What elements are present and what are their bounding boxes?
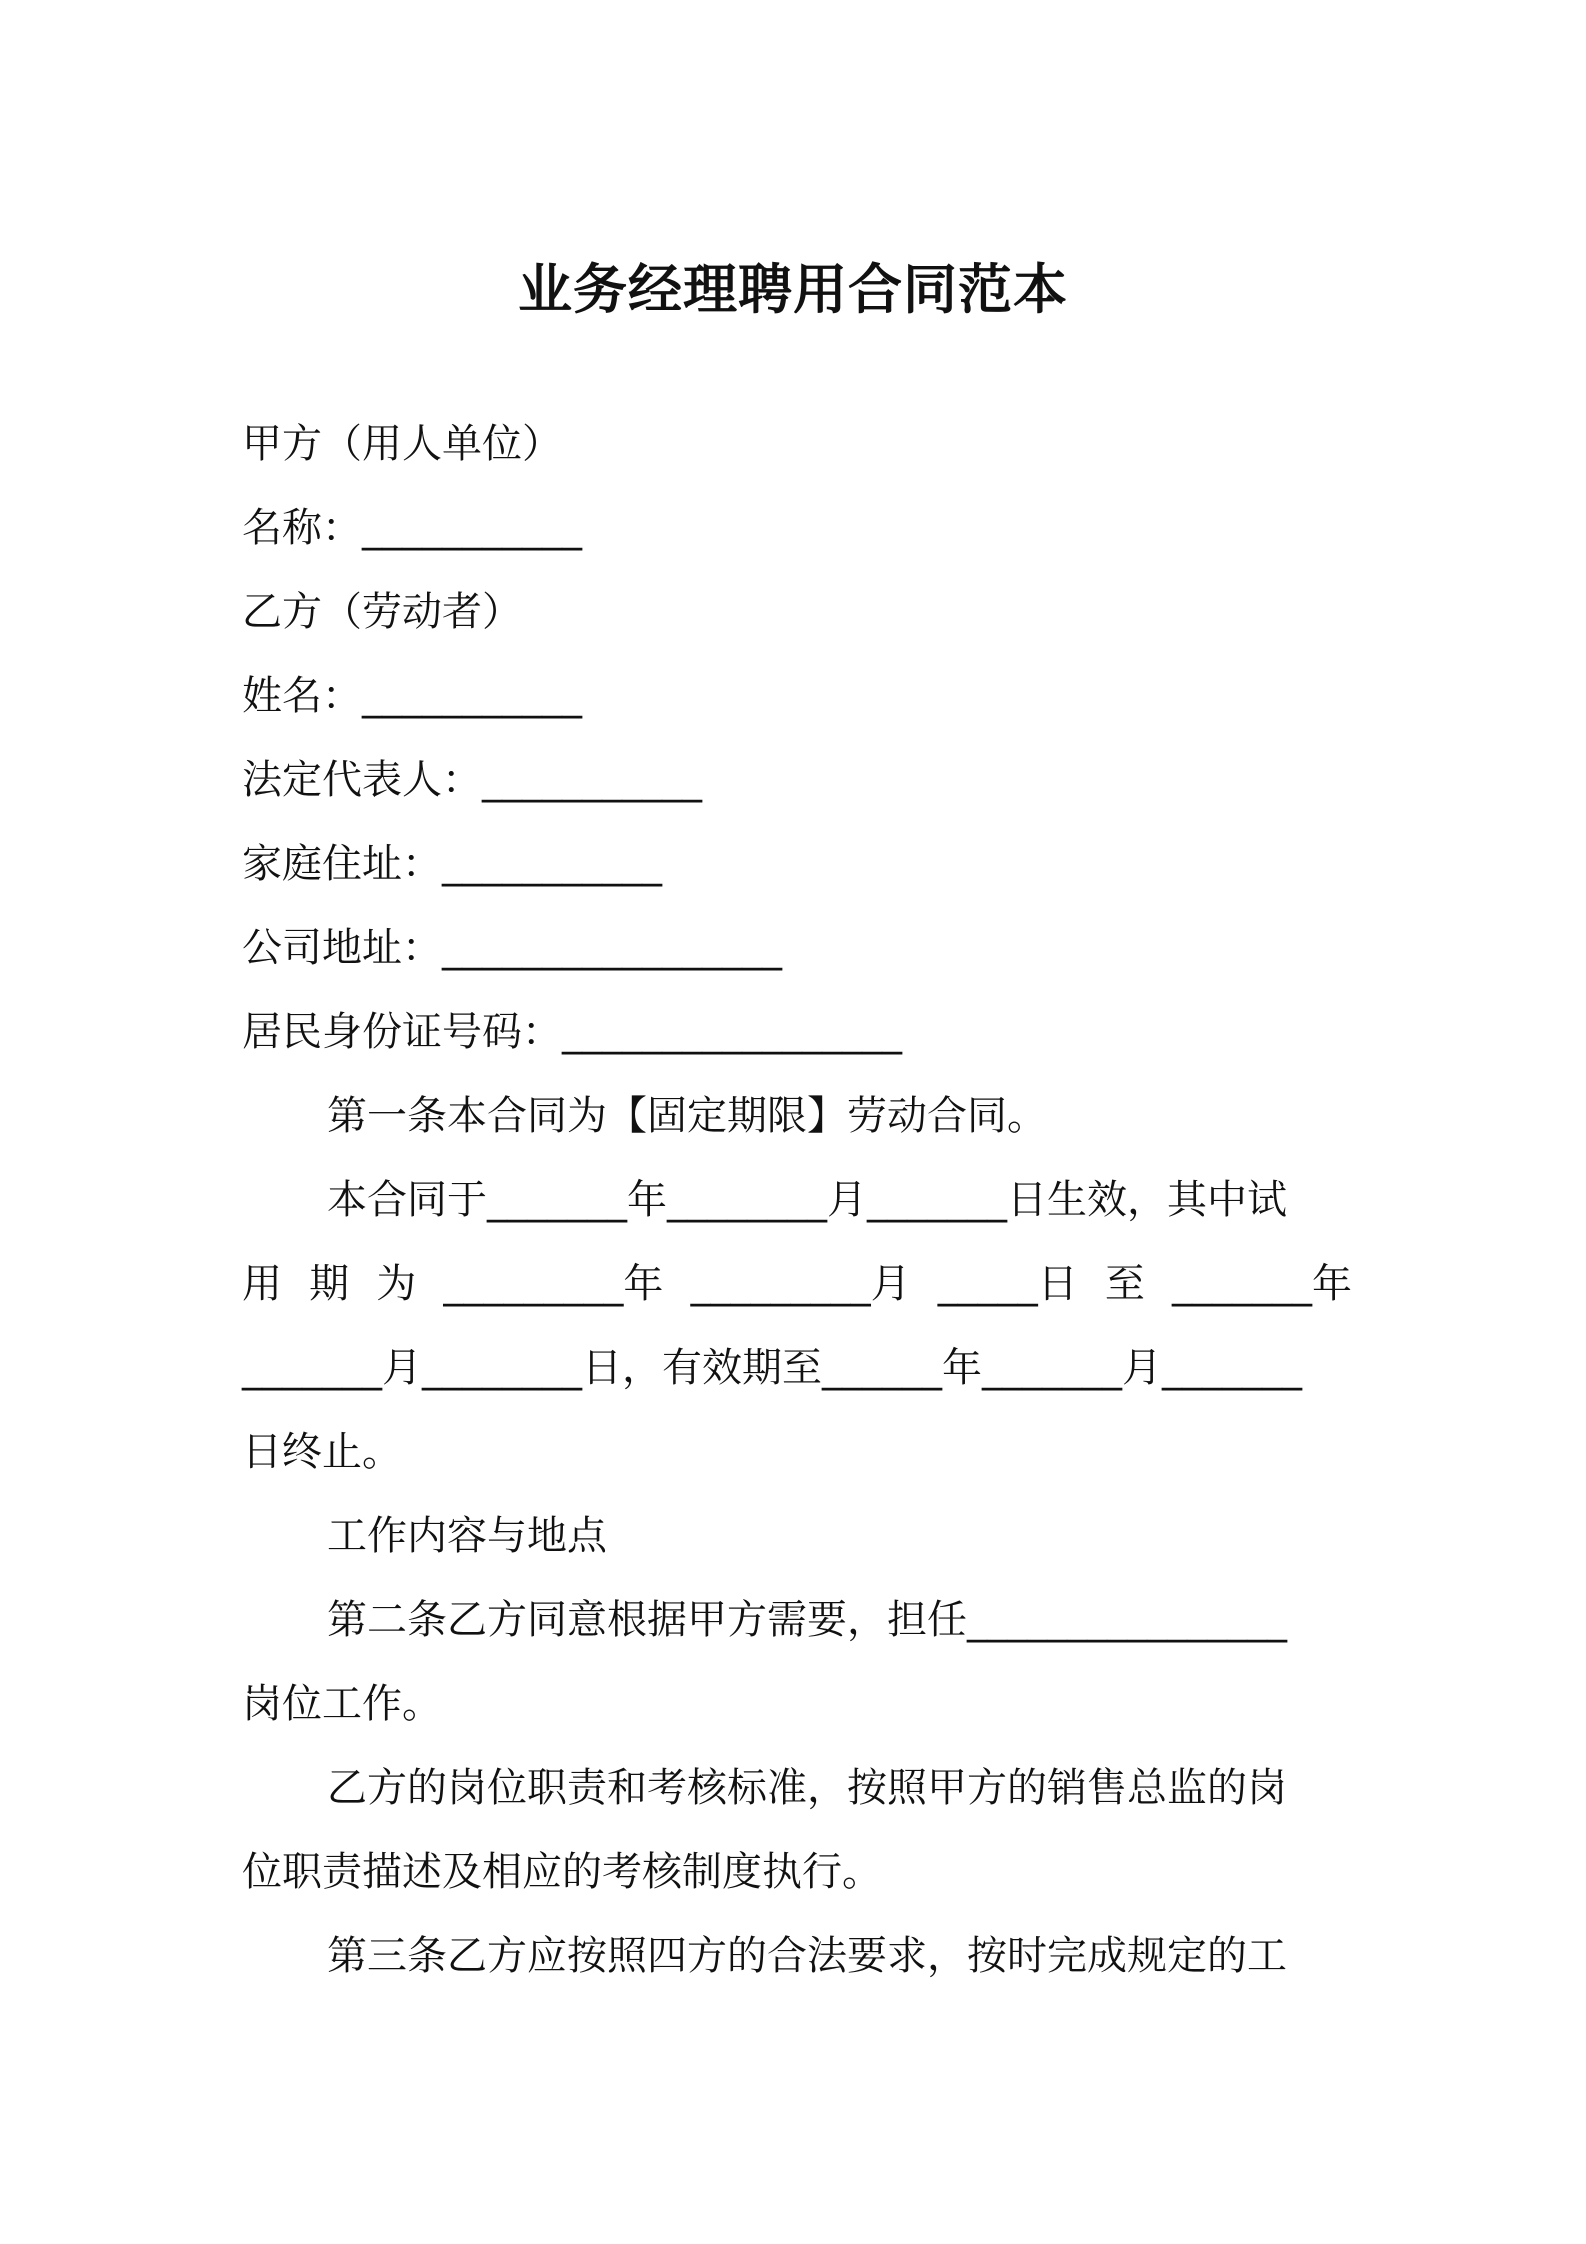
text-segment: 期 xyxy=(309,1261,350,1307)
document-body xyxy=(242,402,1352,1998)
article-2-line-2: 岗位工作。 xyxy=(242,1681,442,1727)
company-address-field: 公司地址：_________________ xyxy=(242,925,782,971)
article-2-line-1: 第二条乙方同意根据甲方需要，担任________________ xyxy=(327,1597,1287,1643)
article-1: 第一条本合同为【固定期限】劳动合同。 xyxy=(327,1093,1047,1139)
article-3-line-1: 第三条乙方应按照四方的合法要求，按时完成规定的工 xyxy=(327,1933,1287,1979)
party-a-heading: 甲方（用人单位） xyxy=(242,421,562,467)
text-segment: _____日 xyxy=(937,1261,1078,1307)
company-name-field: 名称：___________ xyxy=(242,505,582,551)
text-segment: 为 xyxy=(376,1261,417,1307)
person-name-field: 姓名：___________ xyxy=(242,673,582,719)
text-segment: _______年 xyxy=(1171,1261,1352,1307)
section-heading: 工作内容与地点 xyxy=(327,1513,607,1559)
duties-line-1: 乙方的岗位职责和考核标准，按照甲方的销售总监的岗 xyxy=(327,1765,1287,1811)
id-number-field: 居民身份证号码：_________________ xyxy=(242,1009,902,1055)
party-b-heading: 乙方（劳动者） xyxy=(242,589,522,635)
text-segment: _________月 xyxy=(690,1261,911,1307)
document-title: 业务经理聘用合同范本 xyxy=(518,258,1068,321)
duties-line-2: 位职责描述及相应的考核制度执行。 xyxy=(242,1849,882,1895)
effective-date-line-2 xyxy=(242,1242,1352,1326)
text-segment: 用 xyxy=(242,1261,282,1307)
effective-date-line-4: 日终止。 xyxy=(242,1429,402,1475)
text-segment: 至 xyxy=(1104,1261,1145,1307)
text-segment: _________年 xyxy=(443,1261,664,1307)
effective-date-line-1: 本合同于_______年________月_______日生效，其中试 xyxy=(327,1177,1287,1223)
effective-date-line-3: _______月________日，有效期至______年_______月_______ xyxy=(242,1345,1302,1391)
legal-representative-field: 法定代表人：___________ xyxy=(242,757,702,803)
home-address-field: 家庭住址：___________ xyxy=(242,841,662,887)
